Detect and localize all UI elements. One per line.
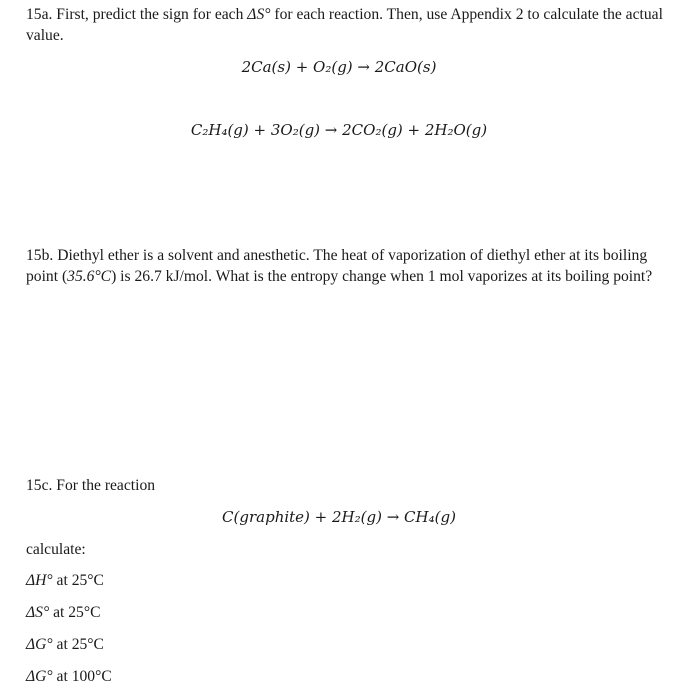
q15b-text-part2: ) is [111, 268, 135, 285]
calc-item-text: at 25°C [52, 572, 104, 589]
question-15b-text [26, 245, 666, 287]
calc-item-text: at 25°C [52, 636, 104, 653]
delta-s-symbol: ΔS° [26, 604, 50, 621]
calc-item [26, 634, 104, 655]
delta-h-symbol: ΔH° [26, 572, 53, 589]
question-15a-text [26, 4, 666, 46]
question-15c-label: 15c. For the reaction [26, 477, 156, 494]
boiling-point-temp: 35.6°C [67, 268, 112, 285]
q15a-text-part2: for each reaction. Then, use Appendix 2 to calculate the actual value. [26, 6, 663, 44]
q15a-text-part1: 15a. First, predict the sign for each [26, 6, 248, 23]
calc-item-text: at 100°C [52, 668, 112, 685]
calc-item [26, 666, 112, 687]
delta-g-symbol: ΔG° [26, 636, 53, 653]
equation-2: C₂H₄(g) + 3O₂(g) → 2CO₂(g) + 2H₂O(g) [190, 121, 488, 139]
calc-item [26, 570, 104, 591]
delta-s-symbol: ΔS° [247, 6, 271, 23]
equation-3: C(graphite) + 2H₂(g) → CH₄(g) [222, 508, 456, 526]
q15b-text-part3: . What is the entropy change when 1 mol vaporizes at its boiling point? [208, 268, 653, 285]
calc-item-text: at 25°C [49, 604, 101, 621]
delta-g-symbol: ΔG° [26, 668, 53, 685]
q15b-text-part1: 15b. Diethyl ether is a solvent and anesthetic. The heat of vaporization of diethyl ether at its boiling point ( [26, 247, 648, 285]
calculate-label: calculate: [26, 541, 86, 558]
heat-of-vaporization-value: 26.7 kJ/mol [134, 268, 209, 285]
equation-1: 2Ca(s) + O₂(g) → 2CaO(s) [241, 58, 437, 76]
calc-item [26, 602, 100, 623]
